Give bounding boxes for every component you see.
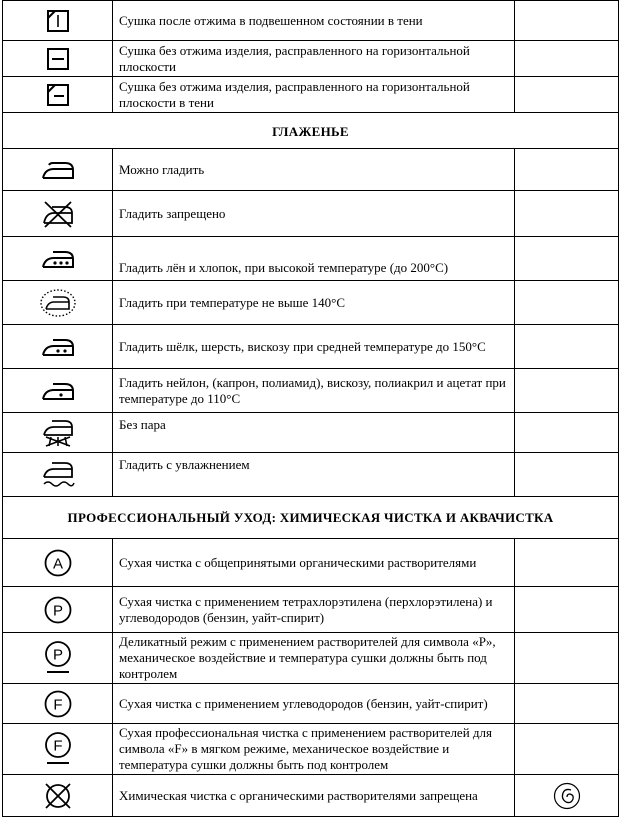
extra-cell (515, 369, 619, 413)
description-cell: Деликатный режим с применением растворителей для символа «P», механическое воздействие и температура сушки должны быть под контролем (113, 633, 515, 684)
table-row (3, 281, 619, 325)
extra-cell (515, 77, 619, 113)
circle-letter: P (52, 602, 63, 619)
table-row (3, 1, 619, 41)
square-shade-flat-dry-icon (46, 83, 70, 107)
table-row (3, 191, 619, 237)
description-cell: Гладить лён и хлопок, при высокой температуре (до 200°C) (113, 237, 515, 281)
square-shade-drip-dry-icon (46, 9, 70, 33)
iron-dotted-circle-icon (38, 287, 78, 319)
symbol-cell (3, 369, 113, 413)
description-cell: Сухая чистка с применением углеводородов (бензин, уайт-спирит) (113, 684, 515, 724)
extra-cell (515, 41, 619, 77)
extra-cell (515, 539, 619, 587)
description-cell: Сушка без отжима изделия, расправленного на горизонтальной плоскости (113, 41, 515, 77)
symbol-cell (3, 281, 113, 325)
symbol-cell (3, 237, 113, 281)
symbol-cell (3, 684, 113, 724)
table-row (3, 775, 619, 817)
iron-steam-icon (40, 459, 76, 491)
table-row (3, 237, 619, 281)
symbol-cell (3, 325, 113, 369)
iron-three-dots-icon (40, 248, 76, 270)
description-cell: Гладить запрещено (113, 191, 515, 237)
description-cell: Гладить шёлк, шерсть, вискозу при средней температуре до 150°C (113, 325, 515, 369)
iron-icon (40, 159, 76, 181)
section-heading-ironing: ГЛАЖЕНЬЕ (3, 113, 619, 149)
circle-letter: F (52, 737, 63, 755)
circle-f-underline-icon (43, 731, 73, 767)
description-cell: Сухая чистка с общепринятыми органическими растворителями (113, 539, 515, 587)
extra-cell (515, 1, 619, 41)
description-cell: Гладить при температуре не выше 140°C (113, 281, 515, 325)
extra-cell (515, 325, 619, 369)
description-cell: Сухая профессиональная чистка с применением растворителей для символа «F» в мягком режиме, механическое воздействие и температура сушки должны быть под контролем (113, 724, 515, 775)
symbol-cell (3, 77, 113, 113)
care-symbols-sheet (2, 0, 618, 803)
symbol-cell (3, 41, 113, 77)
care-symbols-table (2, 0, 619, 817)
table-row (3, 77, 619, 113)
symbol-cell (3, 724, 113, 775)
circle-letter: P (52, 646, 63, 664)
symbol-cell (3, 775, 113, 817)
iron-one-dot-icon (40, 380, 76, 402)
description-cell: Гладить с увлажнением (113, 453, 515, 497)
extra-cell (515, 724, 619, 775)
extra-cell (515, 149, 619, 191)
section-heading-row (3, 113, 619, 149)
iron-two-dots-icon (40, 336, 76, 358)
circle-a-icon (43, 548, 73, 578)
circle-f-icon (43, 689, 73, 719)
square-flat-dry-icon (46, 47, 70, 71)
symbol-cell (3, 587, 113, 633)
circle-letter: A (52, 555, 63, 572)
circle-letter: F (52, 696, 63, 713)
table-row (3, 413, 619, 453)
extra-cell (515, 191, 619, 237)
symbol-cell (3, 149, 113, 191)
extra-cell (515, 281, 619, 325)
copyright-swirl-icon (552, 781, 582, 811)
table-row (3, 684, 619, 724)
extra-cell (515, 587, 619, 633)
table-row (3, 325, 619, 369)
extra-cell (515, 453, 619, 497)
description-cell: Химическая чистка с органическими растворителями запрещена (113, 775, 515, 817)
table-row (3, 587, 619, 633)
extra-cell (515, 413, 619, 453)
table-row (3, 724, 619, 775)
circle-p-underline-icon (43, 640, 73, 676)
description-cell: Сухая чистка с применением тетрахлорэтилена (перхлорэтилена) и углеводородов (бензин, уайт-спирит) (113, 587, 515, 633)
extra-cell (515, 633, 619, 684)
iron-crossed-icon (40, 199, 76, 229)
symbol-cell (3, 633, 113, 684)
section-heading-row (3, 497, 619, 539)
description-cell: Сушка без отжима изделия, расправленного на горизонтальной плоскости в тени (113, 77, 515, 113)
iron-no-steam-icon (40, 417, 76, 449)
extra-cell (515, 775, 619, 817)
extra-cell (515, 237, 619, 281)
symbol-cell (3, 413, 113, 453)
description-cell: Гладить нейлон, (капрон, полиамид), вискозу, полиакрил и ацетат при температуре до 110°C (113, 369, 515, 413)
table-row (3, 41, 619, 77)
symbol-cell (3, 453, 113, 497)
table-row (3, 539, 619, 587)
description-cell: Без пара (113, 413, 515, 453)
circle-p-icon (43, 595, 73, 625)
table-row (3, 633, 619, 684)
symbol-cell (3, 539, 113, 587)
table-row (3, 149, 619, 191)
symbol-cell (3, 1, 113, 41)
description-cell: Можно гладить (113, 149, 515, 191)
extra-cell (515, 684, 619, 724)
circle-crossed-icon (42, 780, 74, 812)
symbol-cell (3, 191, 113, 237)
table-row (3, 453, 619, 497)
section-heading-drycleaning: ПРОФЕССИОНАЛЬНЫЙ УХОД: ХИМИЧЕСКАЯ ЧИСТКА И АКВАЧИСТКА (3, 497, 619, 539)
table-row (3, 369, 619, 413)
description-cell: Сушка после отжима в подвешенном состоянии в тени (113, 1, 515, 41)
